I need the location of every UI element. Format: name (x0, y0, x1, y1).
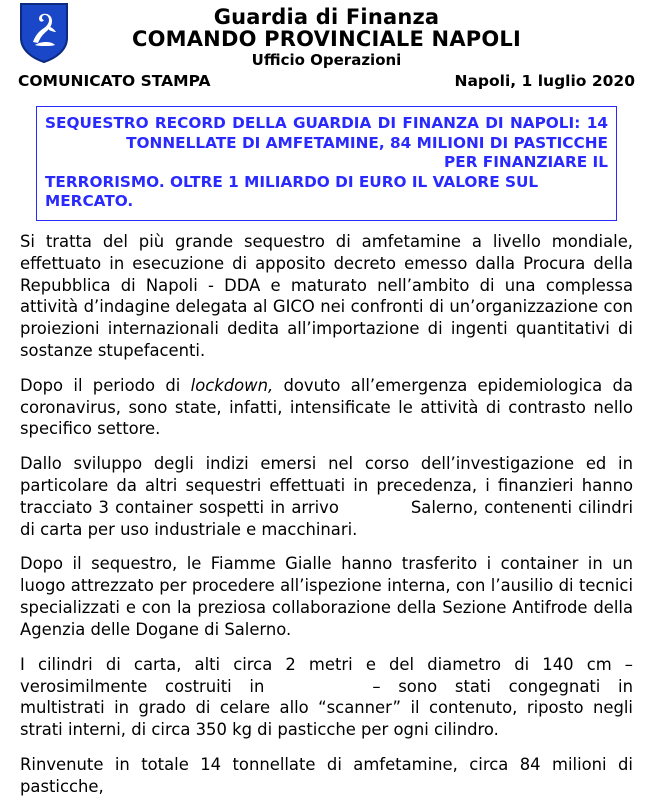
paragraph-5-part-a: I cilindri di carta, alti circa 2 metri e del diametro di 140 cm – verosimilmente costruiti in (20, 654, 633, 696)
headline-box (36, 106, 617, 221)
paragraph-4: Dopo il sequestro, le Fiamme Gialle hanno trasferito i container in un luogo attrezzato per procedere all’ispezione interna, con l’ausilio di tecnici specializzati e con la preziosa collaborazione della Sezione Antifrode della Agenzia delle Dogane di Salerno. (20, 554, 633, 639)
paragraph-2 (20, 375, 633, 440)
paragraph-2-part-a: Dopo il periodo di (20, 375, 191, 395)
paragraph-1: Si tratta del più grande sequestro di amfetamine a livello mondiale, effettuato in esecuzione di apposito decreto emesso dalla Procura della Repubblica di Napoli - DDA e maturato nell’ambito di una complessa attività d’indagine delegata al GICO nei confronti di un’organizzazione con proiezioni internazionali dedita all’importazione di ingenti quantitativi di sostanze stupefacenti. (20, 231, 633, 360)
organization-name: Guardia di Finanza (213, 5, 440, 29)
paragraph-2-emphasis: lockdown, (190, 375, 274, 395)
press-release-label: COMUNICATO STAMPA (18, 72, 211, 90)
paragraph-2-part-b: dovuto all’emergenza epidemiologica da coronavirus, sono state, infatti, intensificate le attività di contrasto nello specifico settore. (20, 375, 633, 439)
paragraph-6: Rinvenute in totale 14 tonnellate di amfetamine, circa 84 milioni di pasticche, (20, 754, 633, 796)
place-and-date: Napoli, 1 luglio 2020 (454, 72, 635, 90)
office-name: Ufficio Operazioni (251, 51, 402, 70)
paragraph-3 (20, 453, 633, 540)
command-name: COMANDO PROVINCIALE NAPOLI (131, 27, 522, 52)
headline-line-1: SEQUESTRO RECORD DELLA GUARDIA DI FINANZA DI NAPOLI: 14 (45, 114, 608, 132)
header-titles (10, 0, 643, 71)
headline-line-2: TONNELLATE DI AMFETAMINE, 84 MILIONI DI PASTICCHE (126, 133, 608, 152)
press-release-line (10, 72, 643, 98)
paragraph-3-part-a: Dallo sviluppo degli indizi emersi nel corso dell’investigazione ed in particolare da altri sequestri effettuati in precedenza, i finanzieri hanno tracciato 3 container sospetti in arrivo (20, 454, 633, 517)
article-body (20, 231, 633, 798)
paragraph-5 (20, 654, 633, 741)
document-header (10, 0, 643, 70)
headline-line-3: PER FINANZIARE IL (444, 153, 608, 172)
guardia-di-finanza-crest-icon (18, 2, 70, 64)
paragraph-5-part-b: – sono stati congegnati in multistrati in grado di celare allo “scanner” il contenuto, riposto negli strati interni, di circa 350 kg di pasticche per ogni cilindro. (20, 676, 633, 740)
paragraph-3-part-b: Salerno, contenenti cilindri di carta per uso industriale e macchinari. (20, 497, 634, 539)
headline-line-4: TERRORISMO. OLTRE 1 MILIARDO DI EURO IL VALORE SUL MERCATO. (45, 172, 539, 211)
